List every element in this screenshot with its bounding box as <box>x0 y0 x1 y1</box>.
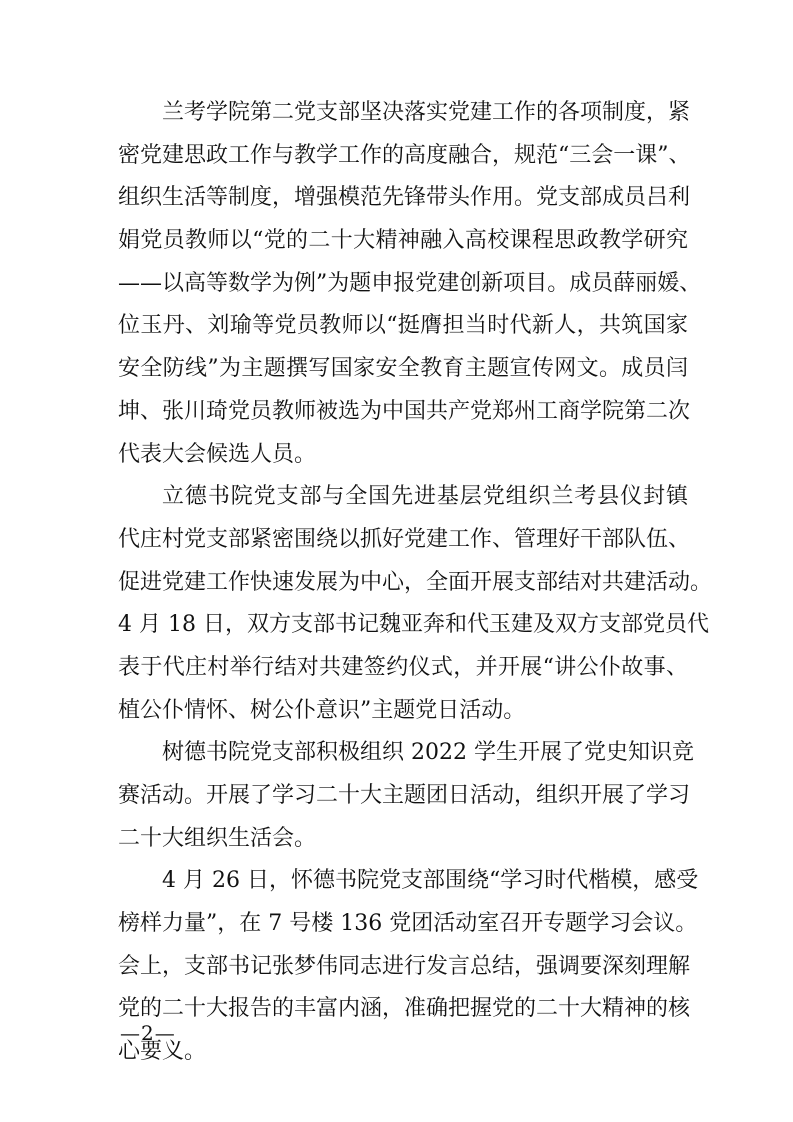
paragraph-line: 安全防线”为主题撰写国家安全教育主题宣传网文。成员闫 <box>118 356 688 382</box>
paragraph-shude-college-branch <box>118 732 694 860</box>
paragraph-line: 组织生活等制度，增强模范先锋带头作用。党支部成员吕利 <box>118 185 691 211</box>
paragraph-line: 代庄村党支部紧密围绕以抓好党建工作、管理好干部队伍、 <box>118 526 691 552</box>
paragraph-line: 赛活动。开展了学习二十大主题团日活动，组织开展了学习 <box>118 783 691 808</box>
paragraph-lide-college-branch <box>118 476 713 732</box>
paragraph-line: 促进党建工作快速发展为中心，全面开展支部结对共建活动。 <box>118 569 713 595</box>
paragraph-huaide-college-branch <box>118 860 699 1073</box>
paragraph-line: 树德书院党支部积极组织 2022 学生开展了党史知识竞 <box>162 740 694 766</box>
paragraph-line: 心要义。 <box>118 1039 207 1065</box>
paragraph-lankao-party-branch <box>118 92 702 476</box>
paragraph-line: 兰考学院第二党支部坚决落实党建工作的各项制度，紧 <box>162 100 691 125</box>
paragraph-line: 4 月 18 日，双方支部书记魏亚奔和代玉建及双方支部党员代 <box>118 612 709 638</box>
paragraph-line: 榜样力量”，在 7 号楼 136 党团活动室召开专题学习会议。 <box>118 911 698 937</box>
paragraph-line: 位玉丹、刘瑜等党员教师以“挺膺担当时代新人，共筑国家 <box>118 313 688 339</box>
paragraph-line: 4 月 26 日，怀德书院党支部围绕“学习时代楷模，感受 <box>162 868 699 894</box>
paragraph-line: ——以高等数学为例”为题申报党建创新项目。成员薛丽媛、 <box>118 270 702 296</box>
paragraph-line: 植公仆情怀、树公仆意识”主题党日活动。 <box>118 697 526 723</box>
paragraph-line: 坤、张川琦党员教师被选为中国共产党郑州工商学院第二次 <box>118 398 691 424</box>
document-body <box>118 92 713 1074</box>
paragraph-line: 代表大会候选人员。 <box>118 441 317 467</box>
paragraph-line: 党的二十大报告的丰富内涵，准确把握党的二十大精神的核 <box>118 996 691 1022</box>
page-number: —2— <box>120 1021 176 1045</box>
paragraph-line: 二十大组织生活会。 <box>118 825 317 851</box>
paragraph-line: 表于代庄村举行结对共建签约仪式，并开展“讲公仆故事、 <box>118 654 688 680</box>
paragraph-line: 会上，支部书记张梦伟同志进行发言总结，强调要深刻理解 <box>118 953 691 979</box>
paragraph-line: 立德书院党支部与全国先进基层党组织兰考县仪封镇 <box>162 484 688 510</box>
paragraph-line: 娟党员教师以“党的二十大精神融入高校课程思政教学研究 <box>118 228 688 254</box>
paragraph-line: 密党建思政工作与教学工作的高度融合，规范“三会一课”、 <box>118 142 691 168</box>
